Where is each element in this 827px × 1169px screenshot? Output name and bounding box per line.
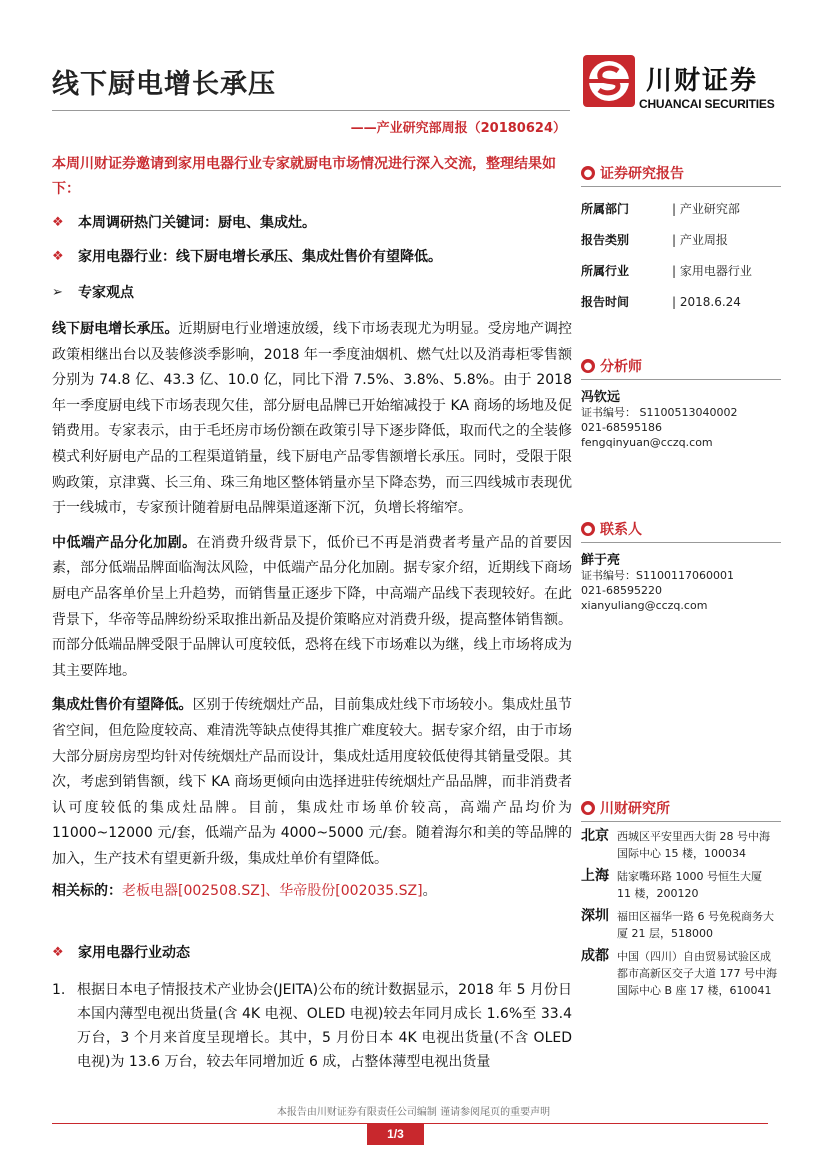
arrow-bullet-icon: ➢	[52, 285, 63, 300]
diamond-bullet-icon: ❖	[52, 945, 64, 961]
bullet-text: 家用电器行业：线下厨电增长承压、集成灶售价有望降低。	[78, 249, 442, 265]
info-key: 所属部门	[581, 202, 630, 216]
analyst-cert: 证书编号： S1100513040002	[581, 406, 738, 419]
office-city: 成都	[581, 948, 609, 964]
analyst-name: 冯钦远	[581, 390, 621, 405]
related-tail: 。	[422, 883, 437, 900]
contact-cert: 证书编号：S1100117060001	[581, 569, 734, 582]
info-row-industry	[581, 255, 781, 286]
analyst-phone: 021-68595186	[581, 421, 662, 434]
office-city: 北京	[581, 828, 609, 844]
circle-bullet-icon: ●	[581, 801, 595, 815]
related-stocks	[52, 879, 572, 904]
report-title: 线下厨电增长承压	[52, 69, 276, 100]
office-shenzhen	[581, 908, 781, 942]
paragraph-lead: 集成灶售价有望降低。	[52, 697, 193, 714]
paragraph-body: 在消费升级背景下，低价已不再是消费者考量产品的首要因素，部分低端品牌面临淘汰风险，中低端产品分化加剧。据专家介绍，近期线下商场厨电产品客单价呈上升趋势，而销售量正逐步下降，中高端产品线下表现较好。在此背景下，华帝等品牌纷纷采取推出新品及提价策略应对消费升级，提高整体销售额。而部分低端品牌受限于品牌认可度较低，恐将在线下市场难以为继，线上市场将成为其主要阵地。	[52, 534, 573, 679]
contact-name: 鲜于亮	[581, 553, 621, 568]
bullet-text: 本周调研热门关键词：厨电、集成灶。	[78, 215, 316, 231]
industry-bullet	[52, 248, 572, 266]
report-subtitle: ——产业研究部周报（20180624）	[350, 121, 566, 136]
section-title: 分析师	[600, 359, 642, 375]
institute-section-heading	[581, 795, 781, 822]
chuancai-logo-icon	[582, 54, 636, 108]
office-city: 上海	[581, 868, 609, 884]
intro-summary: 本周川财证券邀请到家用电器行业专家就厨电市场情况进行深入交流，整理结果如下：	[52, 156, 556, 197]
section-title: 证券研究报告	[600, 166, 684, 182]
news-number: 1.	[52, 982, 66, 999]
paragraph-lead: 线下厨电增长承压。	[52, 321, 179, 337]
contact-email[interactable]: xianyuliang@cczq.com	[581, 599, 708, 612]
analyst-section-heading	[581, 353, 781, 380]
related-stock-links[interactable]: 老板电器[002508.SZ]、华帝股份[002035.SZ]	[122, 883, 423, 900]
section-title: 家用电器行业动态	[78, 945, 190, 962]
office-address: 陆家嘴环路 1000 号恒生大厦 11 楼，200120	[617, 870, 762, 900]
info-value: | 产业研究部	[672, 202, 740, 216]
info-value: | 产业周报	[672, 233, 728, 247]
office-shanghai	[581, 868, 781, 902]
logo-brand-en: CHUANCAI SECURITIES	[639, 97, 775, 111]
office-address: 中国（四川）自由贸易试验区成都市高新区交子大道 177 号中海国际中心 B 座 17 楼，610041	[617, 950, 777, 997]
info-key: 所属行业	[581, 264, 630, 278]
page-number: 1/3	[367, 1123, 424, 1145]
report-section-heading	[581, 160, 781, 187]
circle-bullet-icon: ●	[581, 522, 595, 536]
keyword-bullet	[52, 214, 572, 232]
news-item	[52, 978, 572, 1074]
industry-news-heading	[52, 944, 572, 962]
paragraph-mid-low-end	[52, 531, 572, 685]
paragraph-lead: 中低端产品分化加剧。	[52, 534, 197, 551]
circle-bullet-icon: ●	[581, 359, 595, 373]
contact-section-heading	[581, 516, 781, 543]
diamond-bullet-icon: ❖	[52, 215, 64, 230]
paragraph-offline-pressure	[52, 317, 572, 522]
office-address: 西城区平安里西大街 28 号中海国际中心 15 楼，100034	[617, 830, 770, 860]
bullet-text: 专家观点	[78, 285, 134, 301]
news-text: 根据日本电子情报技术产业协会(JEITA)公布的统计数据显示，2018 年 5 月份日本国内薄型电视出货量(含 4K 电视、OLED 电视)较去年同月成长 1.6%至 33.4 万台，3 个月来首度呈现增长。其中，5 月份日本 4K 电视出货量(不含 OLED 电视)为 13.6 万台，较去年同增加近 6 成，占整体薄型电视出货量	[77, 982, 572, 1071]
logo-brand-cn: 川财证券	[646, 66, 759, 96]
expert-view-heading	[52, 284, 572, 302]
office-city: 深圳	[581, 908, 609, 924]
diamond-bullet-icon: ❖	[52, 249, 64, 264]
section-title: 川财研究所	[600, 801, 670, 817]
main-content	[52, 152, 572, 1074]
section-title: 联系人	[600, 522, 642, 538]
info-value: | 2018.6.24	[672, 294, 741, 309]
info-key: 报告类别	[581, 233, 630, 247]
info-row-date	[581, 286, 781, 317]
paragraph-integrated-stove	[52, 693, 572, 872]
paragraph-body: 近期厨电行业增速放缓，线下市场表现尤为明显。受房地产调控政策相继出台以及装修淡季影响，2018 年一季度油烟机、燃气灶以及消毒柜零售额分别为 74.8 亿、43.3 亿、10.0 亿，同比下滑 7.5%、3.8%、5.8%。由于 2018 年一季度厨电线下市场表现欠佳，部分厨电品牌已开始缩减投于 KA 商场的场地及促销费用。专家表示，由于毛坯房市场份额在政策引导下逐步降低，取而代之的全装修模式利好厨电产品的工程渠道销量，线下厨电产品零售额增长承压。同时，受限于限购政策，京津冀、长三角、珠三角地区整体销量亦呈下降态势，而三四线城市表现优于一线城市，专家预计随着厨电品牌渠道逐渐下沉，负增长将缩窄。	[52, 321, 572, 517]
office-address: 福田区福华一路 6 号免税商务大厦 21 层，518000	[617, 910, 774, 940]
sidebar	[581, 160, 781, 999]
office-chengdu	[581, 948, 781, 999]
office-beijing	[581, 828, 781, 862]
info-row-department	[581, 193, 781, 224]
footer-disclaimer: 本报告由川财证券有限责任公司编制 谨请参阅尾页的重要声明	[276, 1107, 551, 1118]
info-value: | 家用电器行业	[672, 264, 752, 278]
title-divider	[52, 110, 570, 111]
circle-bullet-icon: ●	[581, 166, 595, 180]
info-key: 报告时间	[581, 295, 630, 309]
info-row-category	[581, 224, 781, 255]
contact-phone: 021-68595220	[581, 584, 662, 597]
analyst-email[interactable]: fengqinyuan@cczq.com	[581, 436, 713, 449]
related-label: 相关标的：	[52, 883, 122, 900]
paragraph-body: 区别于传统烟灶产品，目前集成灶线下市场较小。集成灶虽节省空间，但危险度较高、难清洗等缺点使得其推广难度较大。据专家介绍，由于市场大部分厨房房型均针对传统烟灶产品而设计，集成灶适用度较低使得其销量受限。其次，考虑到销售额，线下 KA 商场更倾向由选择进驻传统烟灶产品品牌，而非消费者认可度较低的集成灶品牌。目前，集成灶市场单价较高，高端产品均价为 11000~12000 元/套，低端产品为 4000~5000 元/套。随着海尔和美的等品牌的加入，生产技术有望更新升级，集成灶单价有望降低。	[52, 697, 573, 867]
